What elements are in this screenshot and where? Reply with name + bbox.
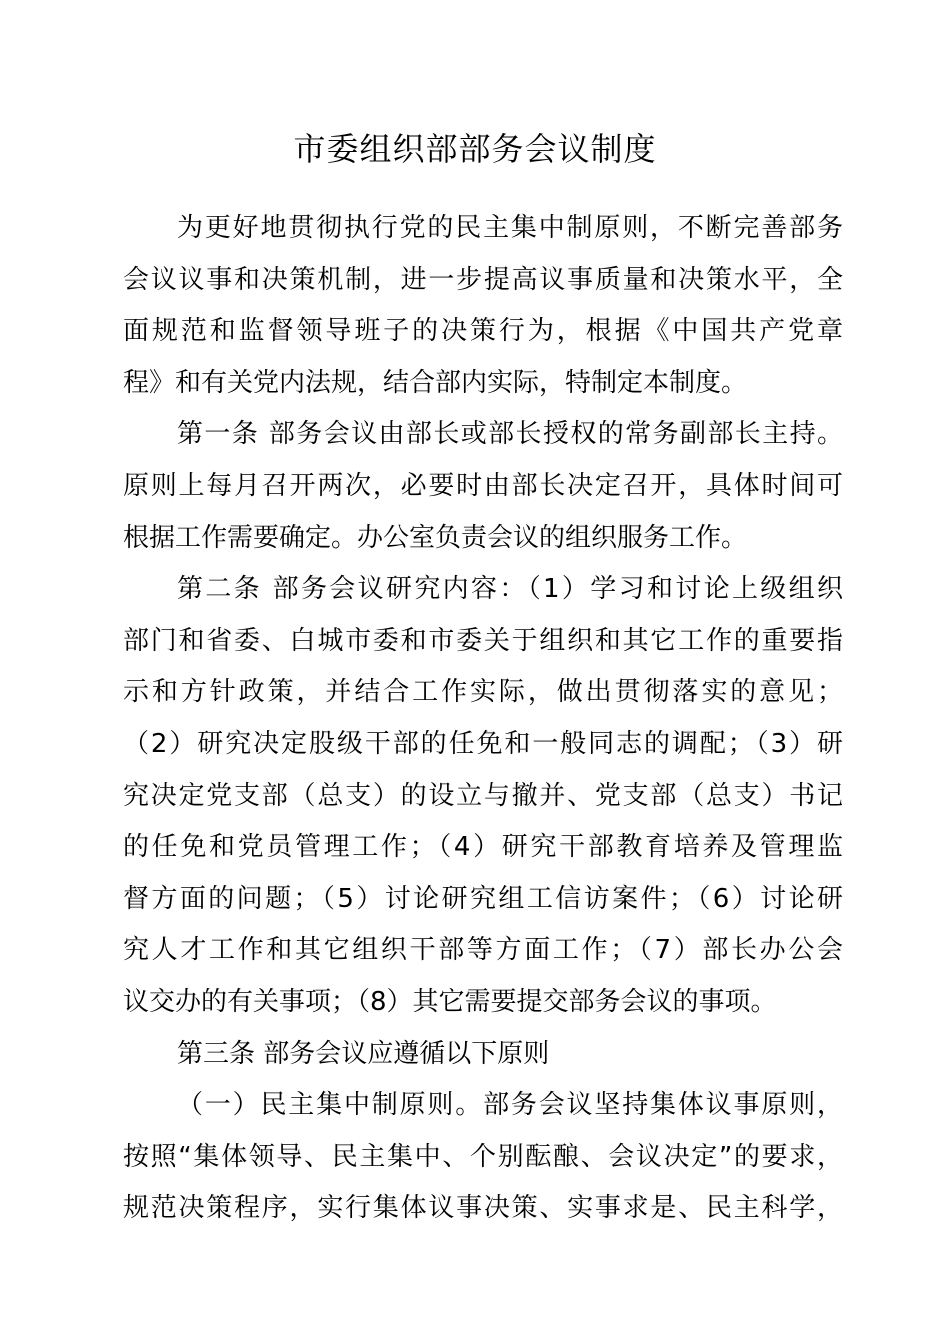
paragraph-line: 会议议事和决策机制，进一步提高议事质量和决策水平，全	[123, 264, 843, 295]
paragraph-line: （2）研究决定股级干部的任免和一般同志的调配；（3）研	[123, 728, 843, 759]
paragraph-line: 第二条 部务会议研究内容：（1）学习和讨论上级组织	[177, 574, 843, 605]
paragraph-line: 按照“集体领导、民主集中、个别酝酿、会议决定”的要求，	[123, 1141, 843, 1172]
paragraph-line: （一）民主集中制原则。部务会议坚持集体议事原则，	[177, 1090, 843, 1121]
page-title: 市委组织部部务会议制度	[293, 130, 657, 168]
document-body	[123, 203, 843, 1235]
paragraph-line: 面规范和监督领导班子的决策行为，根据《中国共产党章	[123, 316, 843, 347]
paragraph-line: 究决定党支部（总支）的设立与撤并、党支部（总支）书记	[123, 780, 843, 811]
section-heading: 第三条 部务会议应遵循以下原则	[177, 1038, 550, 1069]
paragraph-line: 督方面的问题；（5）讨论研究组工信访案件；（6）讨论研	[123, 883, 843, 914]
paragraph-line: 究人才工作和其它组织干部等方面工作；（7）部长办公会	[123, 935, 843, 966]
paragraph-line: 程》和有关党内法规，结合部内实际，特制定本制度。	[123, 367, 748, 398]
paragraph-line: 示和方针政策，并结合工作实际，做出贯彻落实的意见；	[123, 677, 843, 708]
paragraph-line: 议交办的有关事项；（8）其它需要提交部务会议的事项。	[123, 986, 777, 1017]
paragraph-line: 原则上每月召开两次，必要时由部长决定召开，具体时间可	[123, 470, 843, 501]
paragraph-line: 部门和省委、白城市委和市委关于组织和其它工作的重要指	[123, 625, 843, 656]
paragraph-line: 第一条 部务会议由部长或部长授权的常务副部长主持。	[177, 419, 843, 450]
paragraph-line: 的任免和党员管理工作；（4）研究干部教育培养及管理监	[123, 832, 843, 863]
paragraph-line: 为更好地贯彻执行党的民主集中制原则，不断完善部务	[177, 213, 843, 243]
paragraph-line: 规范决策程序，实行集体议事决策、实事求是、民主科学，	[123, 1193, 843, 1224]
paragraph-line: 根据工作需要确定。办公室负责会议的组织服务工作。	[123, 522, 748, 553]
